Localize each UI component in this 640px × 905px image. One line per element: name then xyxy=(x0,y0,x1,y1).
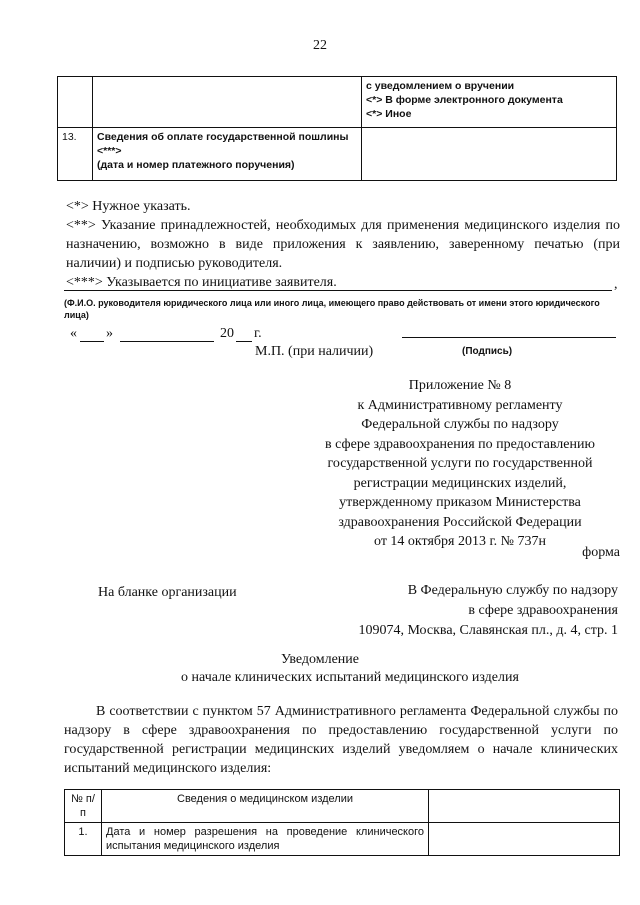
form-label: форма xyxy=(582,545,620,560)
application-table-continued xyxy=(57,76,617,181)
fee-payment-footnote: <***> xyxy=(97,145,122,157)
table-row xyxy=(58,128,617,181)
date-open-quote: « xyxy=(70,326,77,341)
notice-title: Уведомление xyxy=(280,652,359,667)
appendix-line: государственной услуги по государственной xyxy=(327,456,593,471)
notice-subtitle: о начале клинических испытаний медицинского изделия xyxy=(181,670,519,685)
appendix-line: регистрации медицинских изделий, xyxy=(353,475,567,491)
fio-caption: (Ф.И.О. руководителя юридического лица или иного лица, имеющего право действовать от имени этого юридического лица) xyxy=(64,298,600,320)
delivery-option: с уведомлением о вручении xyxy=(366,80,515,92)
row-number: 13. xyxy=(58,128,93,181)
appendix-header xyxy=(300,376,620,552)
date-month-blank xyxy=(120,341,214,342)
addressee-line: В Федеральную службу по надзору xyxy=(407,583,618,598)
date-year-prefix: 20 xyxy=(220,326,234,341)
appendix-line: к Административному регламенту xyxy=(357,397,563,413)
footnote-1: <*> Нужное указать. xyxy=(66,199,191,214)
signature-caption: (Подпись) xyxy=(462,346,513,357)
device-info-table xyxy=(64,789,620,856)
footnote-3: <***> Указывается по инициативе заявителя. xyxy=(66,275,337,290)
delivery-option: <*> Иное xyxy=(366,108,412,120)
appendix-line: утвержденному приказом Министерства xyxy=(339,495,581,510)
fio-line-comma: , xyxy=(614,277,618,292)
fio-line xyxy=(64,290,612,291)
addressee xyxy=(318,581,618,641)
date-year-suffix: г. xyxy=(254,326,262,341)
col-header-value xyxy=(429,790,620,823)
delivery-option: <*> В форме электронного документа xyxy=(366,94,563,106)
table-cell-label xyxy=(93,77,362,128)
stamp-label: М.П. (при наличии) xyxy=(255,344,374,359)
permit-value xyxy=(429,823,620,856)
appendix-line: здравоохранения Российской Федерации xyxy=(338,514,582,530)
appendix-line: Приложение № 8 xyxy=(408,378,512,393)
fee-payment-hint: (дата и номер платежного поручения) xyxy=(97,159,295,171)
date-day-blank xyxy=(80,341,104,342)
fee-payment-value xyxy=(362,128,617,181)
appendix-line: в сфере здравоохранения по предоставлению xyxy=(325,436,595,452)
fee-payment-cell xyxy=(93,128,362,181)
col-header-num: № п/п xyxy=(65,790,102,823)
table-cell-num xyxy=(58,77,93,128)
table-row xyxy=(65,823,620,856)
table-row xyxy=(58,77,617,128)
delivery-options-cell xyxy=(362,77,617,128)
appendix-line: от 14 октября 2013 г. № 737н xyxy=(374,534,546,549)
appendix-line: Федеральной службы по надзору xyxy=(361,417,559,432)
date-close-quote: » xyxy=(106,326,113,341)
table-header-row xyxy=(65,790,620,823)
letterhead-note: На бланке организации xyxy=(98,585,237,600)
date-year-blank xyxy=(236,341,252,342)
footnote-2: <**> Указание принадлежностей, необходимых для применения медицинского изделия по назначению, возможно в виде приложения к заявлению, заверенному печатью (при наличии) и подписью руководителя. xyxy=(66,218,620,271)
signature-line xyxy=(402,337,616,338)
permit-label: Дата и номер разрешения на проведение клинического испытания медицинского изделия xyxy=(102,823,429,856)
footnotes xyxy=(66,197,620,292)
row-number: 1. xyxy=(65,823,102,856)
fee-payment-label: Сведения об оплате государственной пошлины xyxy=(97,131,349,143)
addressee-line: в сфере здравоохранения xyxy=(468,603,618,618)
notice-body: В соответствии с пунктом 57 Административного регламента Федеральной службы по надзору в сфере здравоохранения по предоставлению государственной услуги по государственной регистрации медицинских изделий уведомляем о начале клинических испытаний медицинского изделия: xyxy=(64,704,618,776)
col-header-label: Сведения о медицинском изделии xyxy=(102,790,429,823)
page-number: 22 xyxy=(313,38,327,53)
addressee-line: 109074, Москва, Славянская пл., д. 4, стр. 1 xyxy=(358,623,618,638)
